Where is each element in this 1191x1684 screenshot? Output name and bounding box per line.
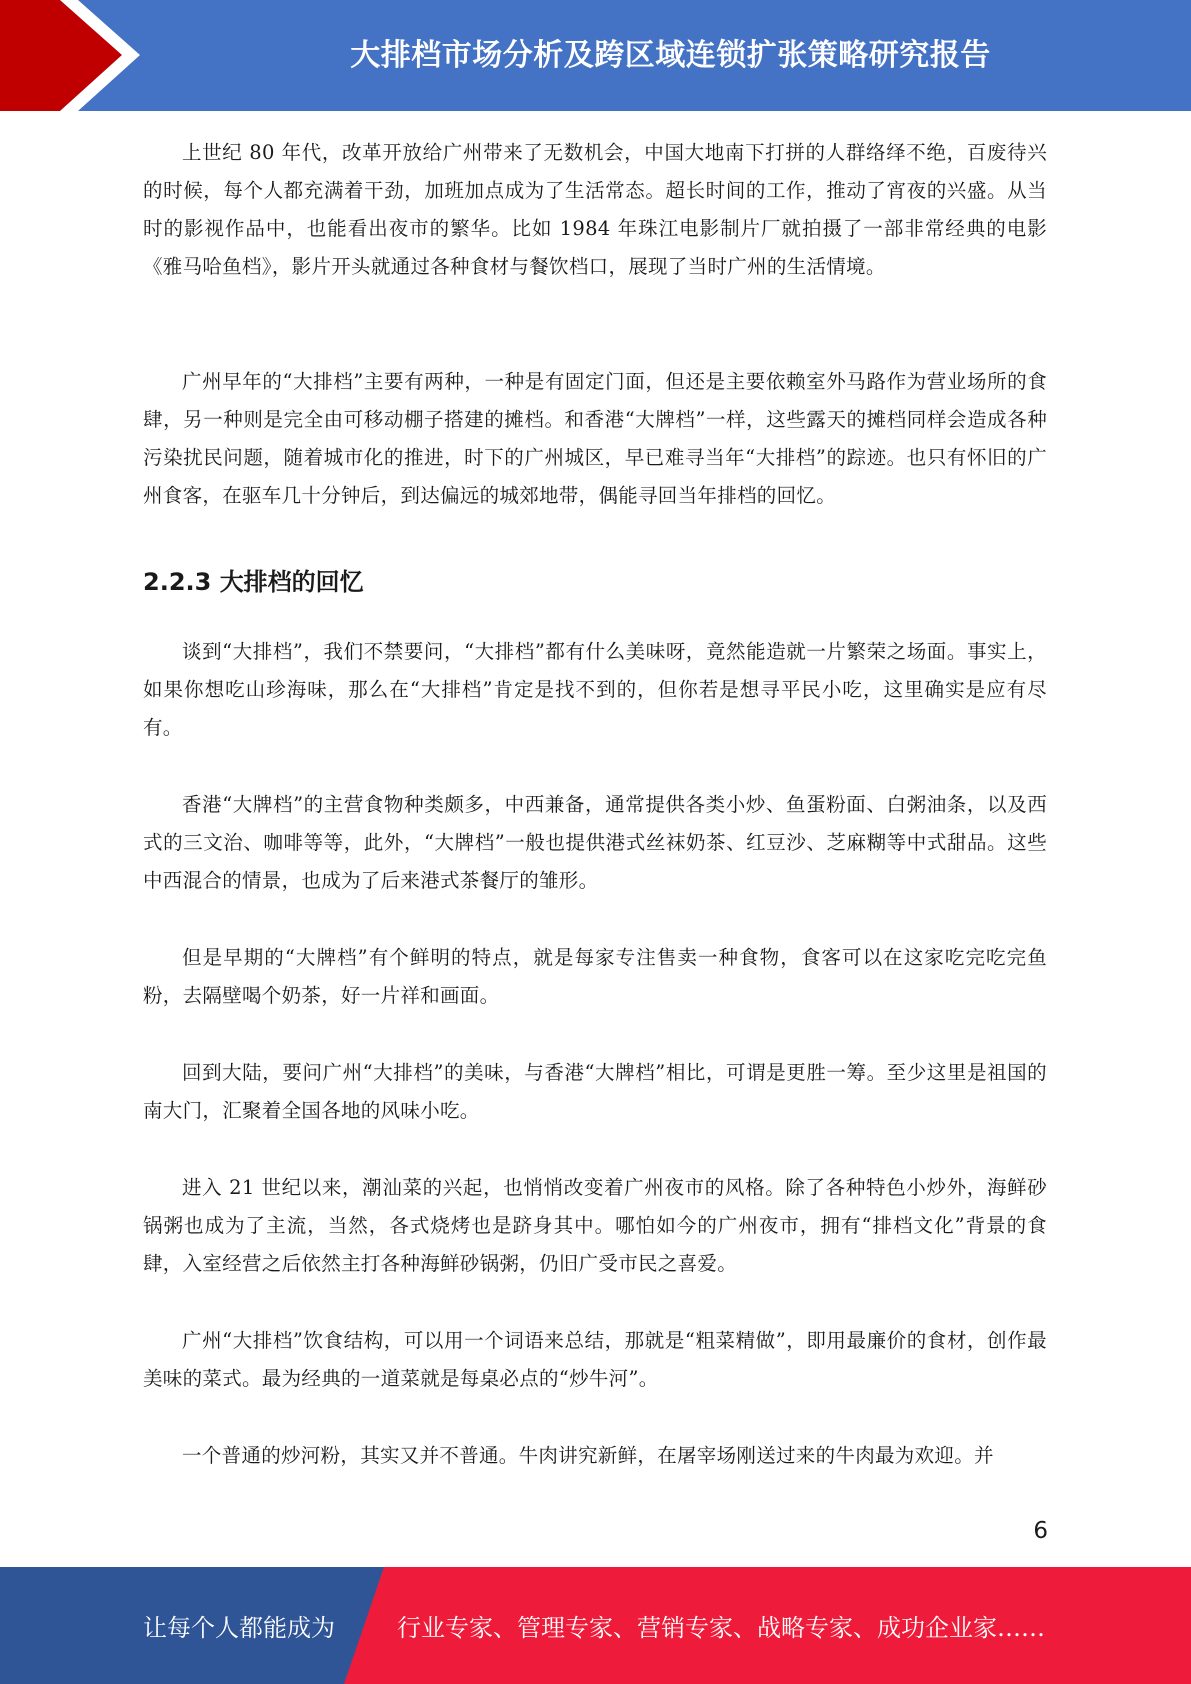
header-chevron-decoration xyxy=(0,0,160,111)
footer-slogan-left: 让每个人都能成为 xyxy=(143,1614,335,1642)
report-title: 大排档市场分析及跨区域连锁扩张策略研究报告 xyxy=(350,37,991,73)
paragraph: 回到大陆，要问广州“大排档”的美味，与香港“大牌档”相比，可谓是更胜一筹。至少这里是祖国的南大门，汇聚着全国各地的风味小吃。 xyxy=(143,1061,1047,1122)
paragraph: 一个普通的炒河粉，其实又并不普通。牛肉讲究新鲜，在屠宰场刚送过来的牛肉最为欢迎。并 xyxy=(182,1444,994,1467)
paragraph: 香港“大牌档”的主营食物种类颇多，中西兼备，通常提供各类小炒、鱼蛋粉面、白粥油条，以及西式的三文治、咖啡等等，此外，“大牌档”一般也提供港式丝袜奶茶、红豆沙、芝麻糊等中式甜品。这些中西混合的情景，也成为了后来港式茶餐厅的雏形。 xyxy=(143,793,1047,892)
paragraph: 进入 21 世纪以来，潮汕菜的兴起，也悄悄改变着广州夜市的风格。除了各种特色小炒外，海鲜砂锅粥也成为了主流，当然，各式烧烤也是跻身其中。哪怕如今的广州夜市，拥有“排档文化”背景的食肆，入室经营之后依然主打各种海鲜砂锅粥，仍旧广受市民之喜爱。 xyxy=(143,1176,1047,1275)
paragraph: 但是早期的“大牌档”有个鲜明的特点，就是每家专注售卖一种食物，食客可以在这家吃完吃完鱼粉，去隔壁喝个奶茶，好一片祥和画面。 xyxy=(143,946,1047,1007)
paragraph: 谈到“大排档”，我们不禁要问，“大排档”都有什么美味呀，竟然能造就一片繁荣之场面。事实上，如果你想吃山珍海味，那么在“大排档”肯定是找不到的，但你若是想寻平民小吃，这里确实是应有尽有。 xyxy=(143,640,1047,739)
page-footer xyxy=(0,1567,1191,1684)
paragraph: 广州“大排档”饮食结构，可以用一个词语来总结，那就是“粗菜精做”，即用最廉价的食材，创作最美味的菜式。最为经典的一道菜就是每桌必点的“炒牛河”。 xyxy=(143,1329,1047,1390)
section-heading: 2.2.3 大排档的回忆 xyxy=(143,568,364,596)
page-content xyxy=(143,134,1047,1475)
footer-slogan-right: 行业专家、管理专家、营销专家、战略专家、成功企业家…… xyxy=(397,1614,1045,1642)
paragraph: 上世纪 80 年代，改革开放给广州带来了无数机会，中国大地南下打拼的人群络绎不绝，百废待兴的时候，每个人都充满着干劲，加班加点成为了生活常态。超长时间的工作，推动了宵夜的兴盛。从当时的影视作品中，也能看出夜市的繁华。比如 1984 年珠江电影制片厂就拍摄了一部非常经典的电影《雅马哈鱼档》，影片开头就通过各种食材与餐饮档口，展现了当时广州的生活情境。 xyxy=(143,141,1047,278)
paragraph: 广州早年的“大排档”主要有两种，一种是有固定门面，但还是主要依赖室外马路作为营业场所的食肆，另一种则是完全由可移动棚子搭建的摊档。和香港“大牌档”一样，这些露天的摊档同样会造成各种污染扰民问题，随着城市化的推进，时下的广州城区，早已难寻当年“大排档”的踪迹。也只有怀旧的广州食客，在驱车几十分钟后，到达偏远的城郊地带，偶能寻回当年排档的回忆。 xyxy=(143,370,1047,507)
page-header xyxy=(0,0,1191,111)
page-number: 6 xyxy=(1033,1518,1048,1544)
